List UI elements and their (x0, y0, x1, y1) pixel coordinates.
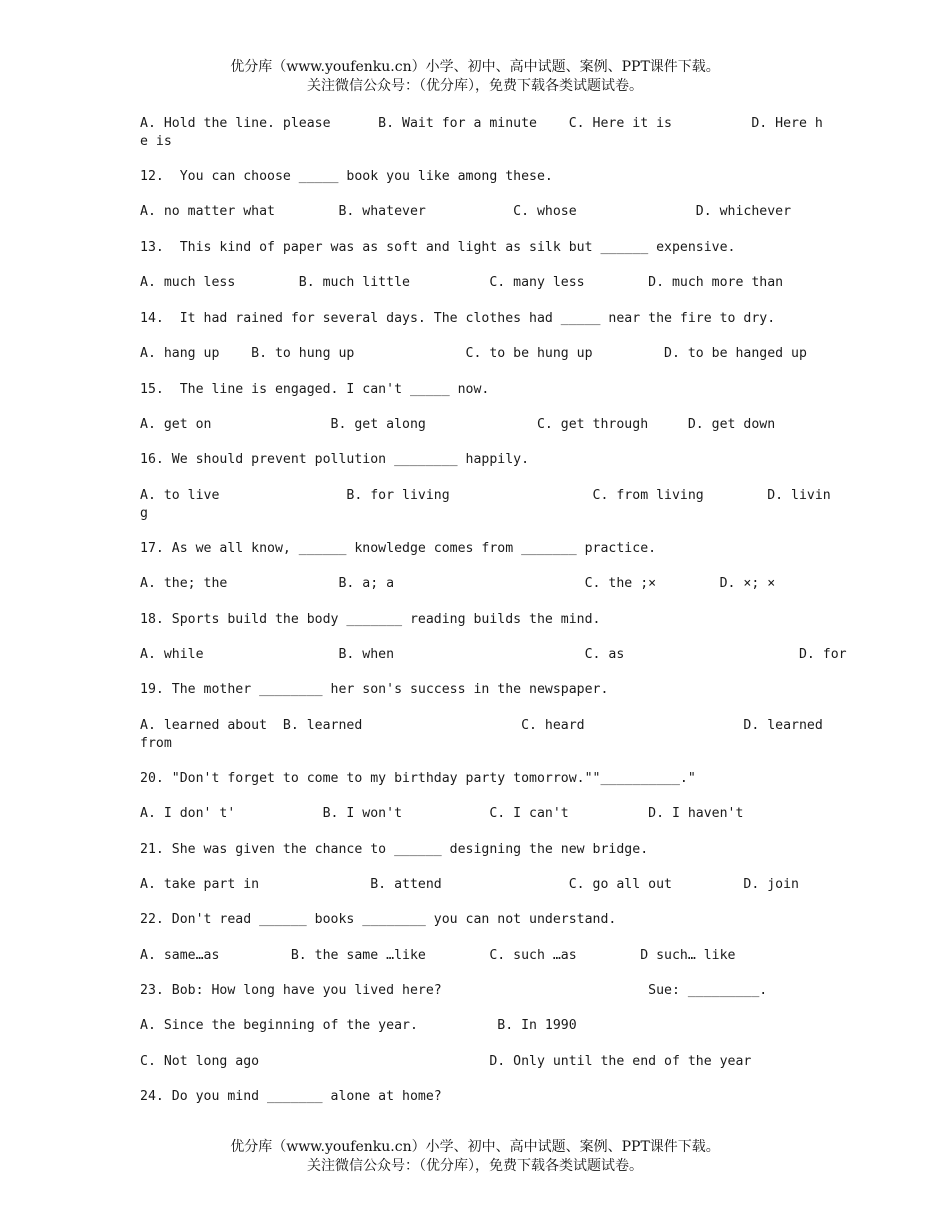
q11-options-line-1: A. Hold the line. please B. Wait for a minute C. Here it is D. Here h (140, 116, 823, 131)
q23-options-line-2: C. Not long ago D. Only until the end of the year (140, 1054, 752, 1069)
q18-options: A. while B. when C. as D. for (140, 647, 847, 662)
q20-options: A. I don' t' B. I won't C. I can't D. I haven't (140, 806, 744, 821)
q16-options-line-1: A. to live B. for living C. from living D. livin (140, 488, 831, 503)
q22-stem: 22. Don't read ______ books ________ you can not understand. (140, 912, 617, 927)
q18-stem: 18. Sports build the body _______ reading builds the mind. (140, 612, 601, 627)
q21-options: A. take part in B. attend C. go all out D. join (140, 877, 799, 892)
q19-stem: 19. The mother ________ her son's success in the newspaper. (140, 682, 609, 697)
footer-line-2: 关注微信公众号：（优分库），免费下载各类试题试卷。 (307, 1158, 643, 1174)
header-line-2: 关注微信公众号：（优分库），免费下载各类试题试卷。 (307, 78, 643, 94)
q23-stem: 23. Bob: How long have you lived here? Sue: _________. (140, 983, 768, 998)
q23-options-line-1: A. Since the beginning of the year. B. In 1990 (140, 1018, 577, 1033)
footer-line-1: 优分库（www.youfenku.cn）小学、初中、高中试题、案例、PPT课件下载。 (230, 1139, 720, 1155)
q14-options: A. hang up B. to hung up C. to be hung up D. to be hanged up (140, 346, 807, 361)
q19-options-line-2: from (140, 736, 172, 751)
header-line-1: 优分库（www.youfenku.cn）小学、初中、高中试题、案例、PPT课件下载。 (230, 59, 720, 75)
q20-stem: 20. "Don't forget to come to my birthday party tomorrow.""__________." (140, 771, 696, 786)
q19-options-line-1: A. learned about B. learned C. heard D. learned (140, 718, 823, 733)
question-list (140, 0, 847, 1104)
q21-stem: 21. She was given the chance to ______ designing the new bridge. (140, 842, 649, 857)
q17-options: A. the; the B. a; a C. the ;× D. ×; × (140, 576, 776, 591)
q16-options-line-2: g (140, 506, 148, 521)
q16-stem: 16. We should prevent pollution ________ happily. (140, 452, 530, 467)
q17-stem: 17. As we all know, ______ knowledge comes from _______ practice. (140, 541, 657, 556)
q24-stem: 24. Do you mind _______ alone at home? (140, 1089, 442, 1104)
q13-options: A. much less B. much little C. many less D. much more than (140, 275, 784, 290)
q15-options: A. get on B. get along C. get through D. get down (140, 417, 776, 432)
q12-stem: 12. You can choose _____ book you like among these. (140, 169, 553, 184)
q13-stem: 13. This kind of paper was as soft and light as silk but ______ expensive. (140, 240, 736, 255)
page-footer (0, 1138, 950, 1176)
q15-stem: 15. The line is engaged. I can't _____ now. (140, 382, 490, 397)
q12-options: A. no matter what B. whatever C. whose D. whichever (140, 204, 792, 219)
q14-stem: 14. It had rained for several days. The clothes had _____ near the fire to dry. (140, 311, 776, 326)
q22-options: A. same…as B. the same …like C. such …as D such… like (140, 948, 736, 963)
q11-options-line-2: e is (140, 134, 172, 149)
